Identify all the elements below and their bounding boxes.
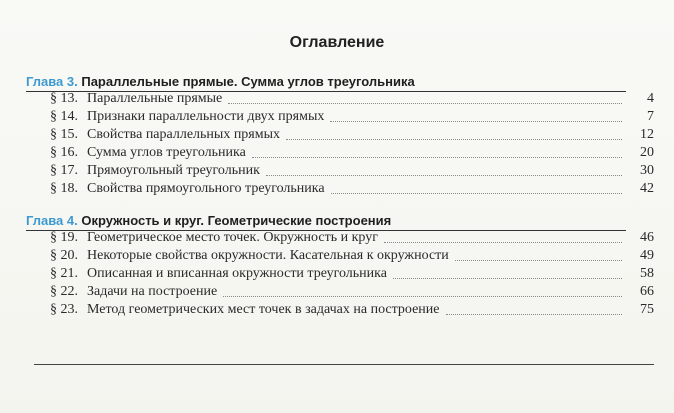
- page-number: 49: [640, 248, 654, 263]
- toc-entry[interactable]: [50, 180, 654, 198]
- dot-leader: [330, 120, 622, 122]
- page-number: 46: [640, 230, 654, 245]
- page-number: 58: [640, 266, 654, 281]
- section-title: Свойства параллельных прямых: [87, 127, 281, 142]
- section-number: § 18.: [50, 181, 78, 196]
- page-number: 20: [640, 145, 654, 160]
- chapter-number: Глава 4.: [26, 213, 78, 228]
- section-title: Геометрическое место точек. Окружность и круг: [87, 230, 378, 245]
- page-number: 4: [647, 91, 654, 106]
- chapter-title: Параллельные прямые. Сумма углов треугольника: [81, 74, 415, 89]
- section-title: Признаки параллельности двух прямых: [87, 109, 325, 124]
- section-title: Прямоугольный треугольник: [87, 163, 260, 178]
- dot-leader: [455, 259, 622, 261]
- toc-entry[interactable]: [50, 126, 654, 144]
- toc-entry[interactable]: [50, 265, 654, 283]
- toc-entry[interactable]: [50, 144, 654, 162]
- toc-entry[interactable]: [50, 283, 654, 301]
- section-number: § 13.: [50, 91, 78, 106]
- section-number: § 21.: [50, 266, 78, 281]
- dot-leader: [266, 174, 622, 176]
- dot-leader: [331, 192, 622, 194]
- page-number: 75: [640, 302, 654, 317]
- toc-entry[interactable]: [50, 90, 654, 108]
- toc-entry[interactable]: [50, 229, 654, 247]
- dot-leader: [393, 277, 622, 279]
- page-title: Оглавление: [289, 34, 385, 51]
- section-title: Некоторые свойства окружности. Касательная к окружности: [87, 248, 449, 263]
- section-title: Описанная и вписанная окружности треугольника: [87, 266, 387, 281]
- page-number: 42: [640, 181, 654, 196]
- section-title: Задачи на построение: [87, 284, 218, 299]
- section-number: § 16.: [50, 145, 78, 160]
- page-number: 30: [640, 163, 654, 178]
- dot-leader: [446, 313, 622, 315]
- page-number: 66: [640, 284, 654, 299]
- toc-entry[interactable]: [50, 162, 654, 180]
- dot-leader: [384, 241, 622, 243]
- toc-entry[interactable]: [50, 247, 654, 265]
- section-number: § 19.: [50, 230, 78, 245]
- dot-leader: [228, 102, 622, 104]
- dot-leader: [252, 156, 622, 158]
- section-title: Параллельные прямые: [87, 91, 223, 106]
- chapter-number: Глава 3.: [26, 74, 78, 89]
- section-number: § 20.: [50, 248, 78, 263]
- section-number: § 14.: [50, 109, 78, 124]
- toc-entry[interactable]: [50, 108, 654, 126]
- page-number: 7: [647, 109, 654, 124]
- chapter-title: Окружность и круг. Геометрические построения: [81, 213, 392, 228]
- dot-leader: [223, 295, 622, 297]
- toc-entry[interactable]: [50, 301, 654, 319]
- section-number: § 15.: [50, 127, 78, 142]
- bottom-divider: [34, 364, 654, 365]
- section-title: Метод геометрических мест точек в задачах на построение: [87, 302, 440, 317]
- section-number: § 22.: [50, 284, 78, 299]
- section-title: Сумма углов треугольника: [87, 145, 246, 160]
- dot-leader: [286, 138, 622, 140]
- section-title: Свойства прямоугольного треугольника: [87, 181, 325, 196]
- page-number: 12: [640, 127, 654, 142]
- section-number: § 17.: [50, 163, 78, 178]
- section-number: § 23.: [50, 302, 78, 317]
